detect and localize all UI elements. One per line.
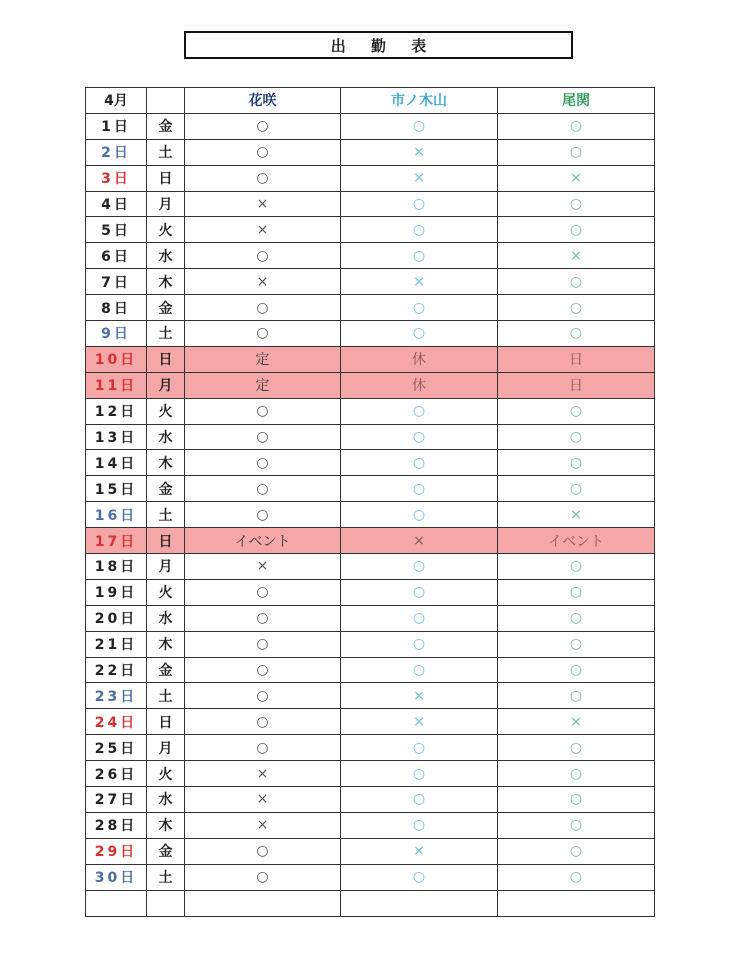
attendance-cell-ichinokiyama: 休 <box>341 372 498 398</box>
day-of-week-cell: 金 <box>147 113 185 139</box>
attendance-cell-ozeki: × <box>498 502 655 528</box>
date-cell: 25日 <box>86 735 147 761</box>
table-row <box>86 838 655 864</box>
table-row <box>86 191 655 217</box>
staff-name-ozeki: 尾関 <box>498 88 655 114</box>
attendance-cell-ichinokiyama: × <box>341 528 498 554</box>
table-row <box>86 217 655 243</box>
attendance-cell-ozeki: ○ <box>498 295 655 321</box>
attendance-cell-ozeki: ○ <box>498 761 655 787</box>
date-cell: 26日 <box>86 761 147 787</box>
date-cell: 4日 <box>86 191 147 217</box>
date-cell: 22日 <box>86 657 147 683</box>
day-of-week-cell: 木 <box>147 812 185 838</box>
day-of-week-cell: 月 <box>147 372 185 398</box>
day-of-week-cell: 土 <box>147 864 185 890</box>
table-row <box>86 864 655 890</box>
table-row <box>86 761 655 787</box>
table-row <box>86 139 655 165</box>
dow-header <box>147 88 185 114</box>
attendance-cell-ozeki: ○ <box>498 139 655 165</box>
attendance-cell-hanasaki: ○ <box>185 502 341 528</box>
attendance-cell-ichinokiyama: ○ <box>341 657 498 683</box>
attendance-cell-hanasaki: ○ <box>185 838 341 864</box>
table-row <box>86 502 655 528</box>
attendance-cell-ozeki: 日 <box>498 346 655 372</box>
date-cell: 19日 <box>86 579 147 605</box>
attendance-cell-ozeki: ○ <box>498 269 655 295</box>
attendance-cell-ichinokiyama: ○ <box>341 321 498 347</box>
attendance-cell-ozeki: ○ <box>498 605 655 631</box>
table-row <box>86 631 655 657</box>
attendance-cell-hanasaki: ○ <box>185 864 341 890</box>
attendance-cell-hanasaki: 定 <box>185 372 341 398</box>
attendance-cell-ichinokiyama: ○ <box>341 787 498 813</box>
month-header: 4月 <box>86 88 147 114</box>
day-of-week-cell: 金 <box>147 295 185 321</box>
attendance-cell-ozeki: ○ <box>498 812 655 838</box>
attendance-cell-ichinokiyama: × <box>341 838 498 864</box>
day-of-week-cell: 火 <box>147 761 185 787</box>
attendance-cell-ichinokiyama: ○ <box>341 243 498 269</box>
date-cell: 21日 <box>86 631 147 657</box>
day-of-week-cell: 日 <box>147 165 185 191</box>
attendance-cell-ichinokiyama: ○ <box>341 476 498 502</box>
attendance-cell-ichinokiyama: × <box>341 139 498 165</box>
table-row <box>86 113 655 139</box>
day-of-week-cell: 火 <box>147 398 185 424</box>
attendance-cell-hanasaki: ○ <box>185 398 341 424</box>
table-row <box>86 735 655 761</box>
attendance-cell-hanasaki: ○ <box>185 605 341 631</box>
attendance-cell-ichinokiyama: ○ <box>341 735 498 761</box>
attendance-cell-ozeki: × <box>498 165 655 191</box>
attendance-cell-ozeki: ○ <box>498 554 655 580</box>
attendance-cell-ichinokiyama: ○ <box>341 217 498 243</box>
attendance-cell-hanasaki: ○ <box>185 683 341 709</box>
date-cell: 3日 <box>86 165 147 191</box>
day-of-week-cell: 日 <box>147 346 185 372</box>
attendance-cell-hanasaki: ○ <box>185 139 341 165</box>
day-of-week-cell: 金 <box>147 657 185 683</box>
attendance-cell-ichinokiyama: × <box>341 269 498 295</box>
date-cell: 7日 <box>86 269 147 295</box>
attendance-table <box>85 87 655 917</box>
attendance-cell-hanasaki: ○ <box>185 657 341 683</box>
attendance-cell-ichinokiyama: ○ <box>341 113 498 139</box>
document-title: 出 勤 表 <box>184 31 573 59</box>
day-of-week-cell: 水 <box>147 243 185 269</box>
date-cell: 9日 <box>86 321 147 347</box>
attendance-cell-hanasaki: イベント <box>185 528 341 554</box>
day-of-week-cell: 木 <box>147 450 185 476</box>
date-cell: 1日 <box>86 113 147 139</box>
attendance-cell-hanasaki: ○ <box>185 321 341 347</box>
date-cell: 17日 <box>86 528 147 554</box>
attendance-cell-ichinokiyama: ○ <box>341 191 498 217</box>
day-of-week-cell: 水 <box>147 787 185 813</box>
attendance-cell-hanasaki: × <box>185 217 341 243</box>
day-of-week-cell: 日 <box>147 528 185 554</box>
table-row <box>86 321 655 347</box>
attendance-cell-ichinokiyama <box>341 890 498 916</box>
table-row <box>86 165 655 191</box>
attendance-cell-ichinokiyama: ○ <box>341 424 498 450</box>
date-cell <box>86 890 147 916</box>
date-cell: 14日 <box>86 450 147 476</box>
attendance-cell-hanasaki: 定 <box>185 346 341 372</box>
table-row <box>86 683 655 709</box>
attendance-cell-ichinokiyama: × <box>341 683 498 709</box>
attendance-cell-hanasaki: ○ <box>185 424 341 450</box>
date-cell: 28日 <box>86 812 147 838</box>
table-row <box>86 554 655 580</box>
attendance-cell-ichinokiyama: × <box>341 709 498 735</box>
attendance-cell-ichinokiyama: ○ <box>341 761 498 787</box>
attendance-cell-hanasaki: ○ <box>185 243 341 269</box>
staff-name-ichinokiyama: 市ノ木山 <box>341 88 498 114</box>
attendance-cell-ozeki: × <box>498 243 655 269</box>
date-cell: 27日 <box>86 787 147 813</box>
attendance-cell-ichinokiyama: ○ <box>341 295 498 321</box>
attendance-cell-ozeki: ○ <box>498 113 655 139</box>
table-row <box>86 372 655 398</box>
day-of-week-cell: 水 <box>147 424 185 450</box>
attendance-cell-hanasaki: × <box>185 269 341 295</box>
day-of-week-cell: 土 <box>147 502 185 528</box>
header-row <box>86 88 655 114</box>
table-row <box>86 346 655 372</box>
day-of-week-cell: 金 <box>147 476 185 502</box>
date-cell: 30日 <box>86 864 147 890</box>
day-of-week-cell <box>147 890 185 916</box>
date-cell: 2日 <box>86 139 147 165</box>
day-of-week-cell: 木 <box>147 631 185 657</box>
table-row <box>86 787 655 813</box>
date-cell: 13日 <box>86 424 147 450</box>
table-row <box>86 605 655 631</box>
date-cell: 15日 <box>86 476 147 502</box>
attendance-cell-hanasaki: × <box>185 761 341 787</box>
table-row <box>86 709 655 735</box>
attendance-cell-ozeki: ○ <box>498 217 655 243</box>
attendance-cell-ichinokiyama: 休 <box>341 346 498 372</box>
attendance-cell-ozeki: ○ <box>498 424 655 450</box>
table-row <box>86 579 655 605</box>
attendance-cell-hanasaki: ○ <box>185 579 341 605</box>
table-row <box>86 812 655 838</box>
day-of-week-cell: 水 <box>147 605 185 631</box>
date-cell: 24日 <box>86 709 147 735</box>
attendance-cell-ichinokiyama: ○ <box>341 554 498 580</box>
attendance-cell-ozeki: ○ <box>498 450 655 476</box>
attendance-cell-hanasaki: ○ <box>185 113 341 139</box>
date-cell: 18日 <box>86 554 147 580</box>
date-cell: 20日 <box>86 605 147 631</box>
attendance-cell-hanasaki: ○ <box>185 631 341 657</box>
table-row <box>86 295 655 321</box>
day-of-week-cell: 木 <box>147 269 185 295</box>
day-of-week-cell: 月 <box>147 735 185 761</box>
day-of-week-cell: 月 <box>147 191 185 217</box>
attendance-cell-ozeki: × <box>498 709 655 735</box>
attendance-cell-ichinokiyama: ○ <box>341 812 498 838</box>
attendance-cell-hanasaki: ○ <box>185 165 341 191</box>
table-row <box>86 476 655 502</box>
day-of-week-cell: 日 <box>147 709 185 735</box>
date-cell: 16日 <box>86 502 147 528</box>
attendance-cell-ichinokiyama: × <box>341 165 498 191</box>
attendance-cell-ozeki: ○ <box>498 838 655 864</box>
attendance-cell-ozeki: ○ <box>498 191 655 217</box>
attendance-cell-ichinokiyama: ○ <box>341 864 498 890</box>
attendance-cell-hanasaki: ○ <box>185 735 341 761</box>
attendance-cell-ichinokiyama: ○ <box>341 579 498 605</box>
table-row <box>86 657 655 683</box>
date-cell: 23日 <box>86 683 147 709</box>
table-row <box>86 243 655 269</box>
attendance-cell-hanasaki: ○ <box>185 295 341 321</box>
attendance-cell-hanasaki: ○ <box>185 709 341 735</box>
table-row <box>86 890 655 916</box>
attendance-cell-ozeki: ○ <box>498 735 655 761</box>
table-row <box>86 424 655 450</box>
attendance-cell-ichinokiyama: ○ <box>341 605 498 631</box>
attendance-cell-hanasaki: × <box>185 787 341 813</box>
day-of-week-cell: 金 <box>147 838 185 864</box>
date-cell: 29日 <box>86 838 147 864</box>
date-cell: 5日 <box>86 217 147 243</box>
day-of-week-cell: 火 <box>147 579 185 605</box>
day-of-week-cell: 月 <box>147 554 185 580</box>
attendance-cell-ozeki <box>498 890 655 916</box>
day-of-week-cell: 火 <box>147 217 185 243</box>
attendance-cell-ichinokiyama: ○ <box>341 450 498 476</box>
attendance-cell-ozeki: ○ <box>498 631 655 657</box>
table-row <box>86 450 655 476</box>
attendance-cell-ozeki: 日 <box>498 372 655 398</box>
day-of-week-cell: 土 <box>147 683 185 709</box>
attendance-cell-hanasaki: ○ <box>185 476 341 502</box>
date-cell: 10日 <box>86 346 147 372</box>
attendance-cell-hanasaki <box>185 890 341 916</box>
attendance-cell-hanasaki: × <box>185 554 341 580</box>
day-of-week-cell: 土 <box>147 321 185 347</box>
attendance-cell-ozeki: イベント <box>498 528 655 554</box>
staff-name-hanasaki: 花咲 <box>185 88 341 114</box>
table-row <box>86 528 655 554</box>
attendance-cell-ozeki: ○ <box>498 476 655 502</box>
attendance-cell-ozeki: ○ <box>498 579 655 605</box>
attendance-cell-ozeki: ○ <box>498 398 655 424</box>
date-cell: 8日 <box>86 295 147 321</box>
table-row <box>86 269 655 295</box>
attendance-cell-ichinokiyama: ○ <box>341 502 498 528</box>
day-of-week-cell: 土 <box>147 139 185 165</box>
attendance-cell-ozeki: ○ <box>498 683 655 709</box>
date-cell: 12日 <box>86 398 147 424</box>
attendance-cell-ichinokiyama: ○ <box>341 398 498 424</box>
attendance-cell-hanasaki: × <box>185 812 341 838</box>
attendance-cell-ichinokiyama: ○ <box>341 631 498 657</box>
date-cell: 11日 <box>86 372 147 398</box>
attendance-cell-hanasaki: × <box>185 191 341 217</box>
attendance-cell-ozeki: ○ <box>498 787 655 813</box>
table-row <box>86 398 655 424</box>
date-cell: 6日 <box>86 243 147 269</box>
attendance-cell-ozeki: ○ <box>498 657 655 683</box>
attendance-cell-hanasaki: ○ <box>185 450 341 476</box>
attendance-cell-ozeki: ○ <box>498 321 655 347</box>
attendance-cell-ozeki: ○ <box>498 864 655 890</box>
